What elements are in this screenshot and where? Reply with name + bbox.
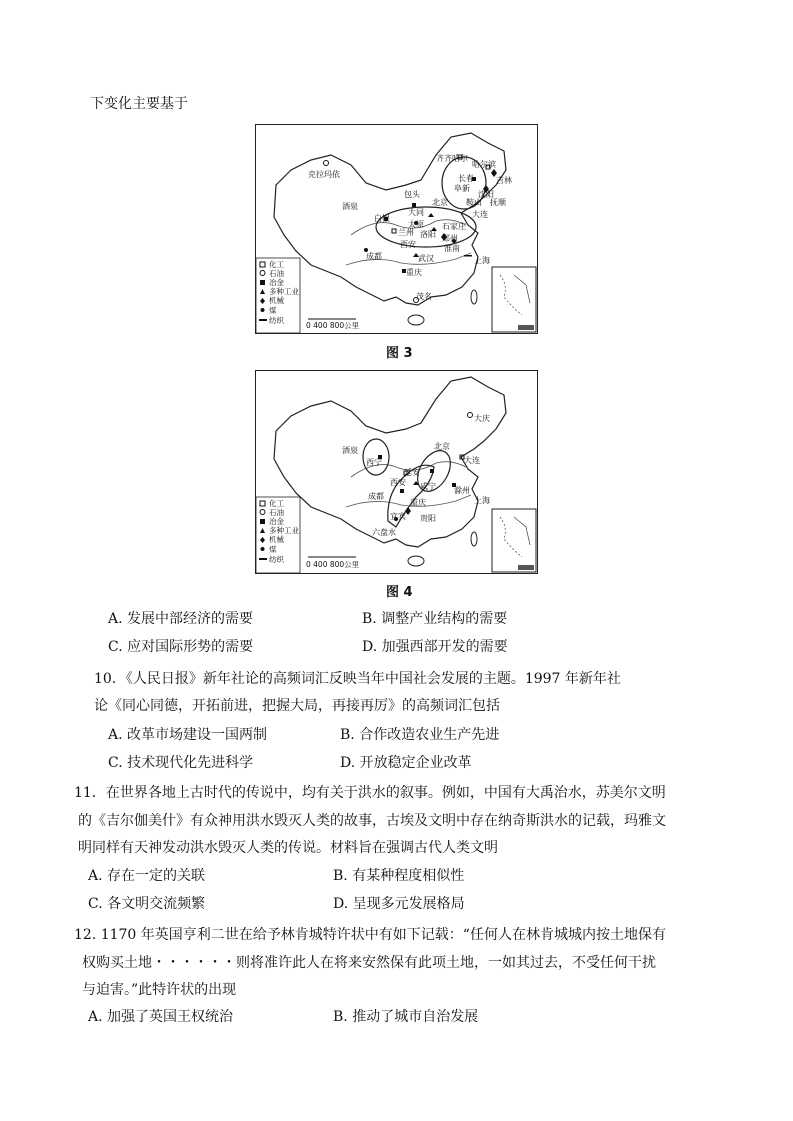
legend-label: 冶金 [269,517,284,526]
city-label: 六盘水 [372,528,396,537]
marker-metallurgy [400,489,404,493]
city-label: 太原 [408,220,424,229]
hainan-outline [408,556,424,566]
scale-text: 0 400 800公里 [306,560,360,569]
marker-metallurgy [430,469,434,473]
q10-option-a[interactable]: A. 改革市场建设一国两制 [108,727,268,743]
yangtze-river [346,253,471,265]
city-label: 齐齐哈尔 [436,154,468,163]
city-label: 上海 [474,256,490,265]
yangtze-river [346,495,471,507]
legend-label: 冶金 [269,278,284,287]
q11-option-b[interactable]: B. 有某种程度相似性 [333,868,465,884]
legend-label: 煤 [269,545,277,554]
city-label: 重庆 [406,268,422,277]
hainan-outline [408,315,424,325]
city-label: 宜宾 [390,512,406,521]
legend-label: 机械 [269,296,284,305]
q10-option-b[interactable]: B. 合作改造农业生产先进 [340,727,500,743]
city-label: 大庆 [474,414,490,423]
legend-label: 机械 [269,535,284,544]
legend-label: 化工 [269,499,284,508]
figure-4-caption: 图 4 [386,585,413,600]
city-label: 武汉 [418,254,434,263]
q9-option-b[interactable]: B. 调整产业结构的需要 [362,611,508,627]
marker-multi-industry [428,213,434,217]
city-label: 鞍山 [466,198,482,207]
q12-stem-line-1: 12. 1170 年英国亨利二世在给予林肯城特许状中有如下记载：“任何人在林肯城城内按土地保有 [74,927,666,943]
map-figure-3 [255,124,538,334]
legend-label: 纺织 [269,316,284,325]
q11-option-d[interactable]: D. 呈现多元发展格局 [333,896,465,912]
q11-stem-line-1: 11．在世界各地上古时代的传说中，均有关于洪水的叙事。例如，中国有大禹治水，苏美尔文明 [74,785,666,801]
taiwan-outline [471,532,477,546]
q11-stem-line-2: 的《吉尔伽美什》有众神用洪水毁灭人类的故事，古埃及文明中存在纳奇斯洪水的记载，玛雅文 [78,813,666,829]
city-label: 咸宁 [420,482,436,491]
legend-label: 石油 [269,508,284,517]
q9-option-d[interactable]: D. 加强西部开发的需要 [362,639,508,655]
marker-oil [324,161,329,166]
city-label: 滁州 [454,486,470,495]
map-3-svg [256,125,537,333]
city-label: 上海 [474,496,490,505]
q9-option-a[interactable]: A. 发展中部经济的需要 [108,611,254,627]
city-label: 西安 [400,240,416,249]
city-label: 抚顺 [490,198,506,207]
city-label: 北京 [434,442,450,451]
q10-option-d[interactable]: D. 开放稳定企业改革 [340,755,472,771]
city-label: 重庆 [410,498,426,507]
city-label: 洛阳 [420,230,436,239]
city-label: 西安 [390,478,406,487]
map-4-legend [256,497,300,573]
map-3-legend [256,258,300,333]
city-label: 贵阳 [420,514,436,523]
city-label: 酒泉 [342,446,358,455]
city-label: 大连 [472,210,488,219]
question-intro-text: 下变化主要基于 [90,96,188,112]
legend-label: 多种工业 [269,287,299,296]
q11-option-a[interactable]: A. 存在一定的关联 [88,868,206,884]
legend-label: 多种工业 [269,526,299,535]
q11-stem-line-3: 明同样有天神发动洪水毁灭人类的传说。材料旨在强调古代人类文明 [78,840,498,856]
q10-option-c[interactable]: C. 技术现代化先进科学 [108,755,254,771]
city-label: 白银 [374,214,390,223]
south-china-sea-inset [492,509,536,572]
legend-label: 煤 [269,306,277,315]
marker-metallurgy [412,203,416,207]
city-label: 郑州 [442,234,458,243]
city-label: 吉林 [496,176,512,185]
city-label: 大同 [408,208,424,217]
figure-3-caption: 图 3 [386,346,413,361]
marker-textile [464,255,472,257]
q12-stem-line-2: 权购买土地・・・・・・则将准许此人在将来安然保有此项土地，一如其过去，不受任何干扰 [82,955,656,971]
city-label: 大连 [464,456,480,465]
city-label: 石家庄 [442,222,466,231]
city-label: 成都 [366,252,382,261]
q10-stem-line-2: 论《同心同德，开拓前进，把握大局，再接再厉》的高频词汇包括 [94,698,500,714]
city-label: 延安 [404,468,420,477]
marker-oil [468,413,473,418]
map-4-svg [256,371,537,573]
city-label: 包头 [404,190,420,199]
south-china-sea-inset [492,267,536,332]
marker-chem [392,229,396,233]
city-label: 酒泉 [342,202,358,211]
city-label: 长春 [458,174,474,183]
city-label: 克拉玛依 [308,170,340,179]
city-label: 沈阳 [478,190,494,199]
scale-text: 0 400 800公里 [306,321,360,330]
city-label: 阜新 [454,184,470,193]
city-label: 哈尔滨 [472,160,496,169]
city-label: 茂名 [416,292,432,301]
q12-option-b[interactable]: B. 推动了城市自治发展 [333,1009,479,1025]
city-label: 西宁 [366,458,382,467]
map-3-scale-bar [306,319,360,330]
map-4-scale-bar [306,557,360,569]
city-label: 成都 [368,492,384,501]
q12-stem-line-3: 与迫害。”此特许状的出现 [82,982,237,998]
legend-label: 化工 [269,260,284,269]
city-label: 淮南 [444,244,460,253]
legend-label: 石油 [269,269,284,278]
city-label: 兰州 [398,228,414,237]
q9-option-c[interactable]: C. 应对国际形势的需要 [108,639,254,655]
taiwan-outline [471,290,477,304]
city-label: 北京 [432,198,448,207]
legend-label: 纺织 [269,555,284,564]
q11-option-c[interactable]: C. 各文明交流频繁 [88,896,206,912]
q12-option-a[interactable]: A. 加强了英国王权统治 [88,1009,234,1025]
northwest-region-loop [363,439,389,475]
map-figure-4 [255,370,538,574]
q10-stem-line-1: 10．《人民日报》新年社论的高频词汇反映当年中国社会发展的主题。1997 年新年社 [94,671,621,687]
